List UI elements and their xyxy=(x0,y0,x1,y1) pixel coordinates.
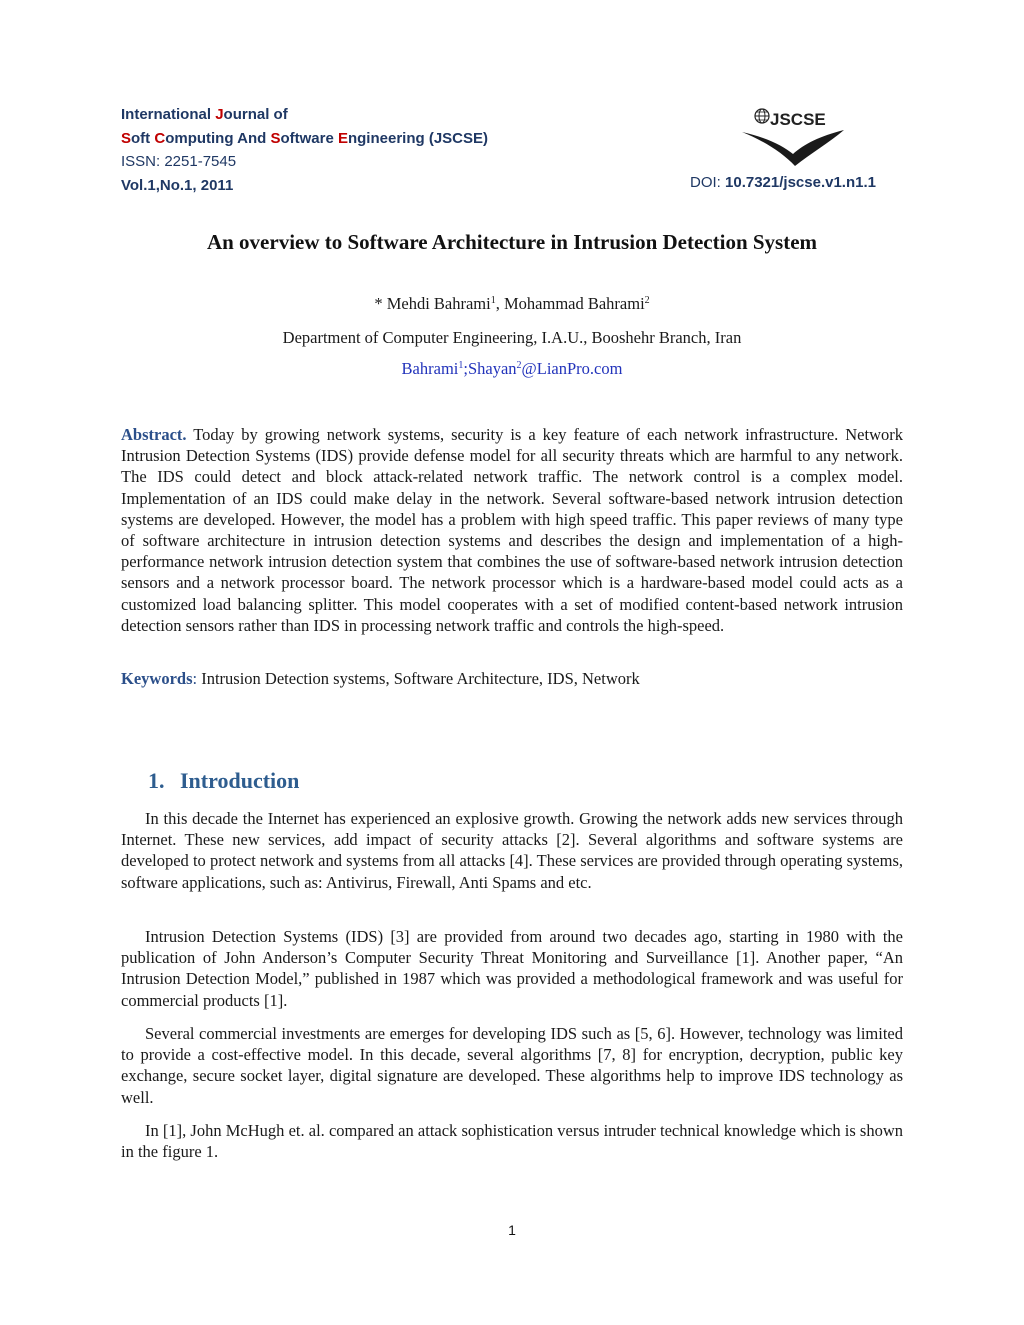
journal-text: omputing And xyxy=(165,129,271,147)
abstract-text: Today by growing network systems, security is a key feature of each network infrastructure. Network Intrusion Detection Systems (IDS) provide defense model for all security threats which are harmful to any network. The IDS could detect and block attack-related network traffic. The network control is a complex model. Implementation of an IDS could make delay in the network. Several software-based network intrusion detection systems are developed. However, the model has a problem with high speed traffic. This paper reviews of many type of software architecture in intrusion detection systems and describes the design and implementation of a high-performance network intrusion detection system that combines the use of software-based network intrusion detection sensors and a network processor board. The network processor which is a hardware-based model could acts as a customized load balancing splitter. This model cooperates with a set of modified content-based network intrusion detection sensors rather than IDS in processing network traffic and controls the high-speed. xyxy=(121,425,903,635)
email-part: ;Shayan xyxy=(463,359,517,378)
keywords-colon: : xyxy=(192,669,198,688)
author-name: , Mohammad Bahrami xyxy=(495,294,645,313)
email-sup: 1 xyxy=(458,360,464,371)
page-number: 1 xyxy=(508,1222,516,1238)
keywords xyxy=(121,669,903,689)
journal-text: International xyxy=(121,106,216,123)
journal-text: ournal of xyxy=(223,106,288,123)
authors xyxy=(0,294,1024,314)
abstract xyxy=(121,424,903,636)
journal-initial: E xyxy=(337,129,348,147)
body-paragraph: Intrusion Detection Systems (IDS) [3] are provided from around two decades ago, starting in 1980 with the publication of John Anderson’s Computer Security Threat Monitoring and Surveillance [1]. Another paper, “An Intrusion Detection Model,” published in 1987 which was provided a methodological framework and was useful for commercial products [1]. xyxy=(121,927,903,1010)
globe-icon xyxy=(755,109,769,123)
journal-issn: ISSN: 2251-7545 xyxy=(121,153,237,170)
logo-text: JSCSE xyxy=(770,110,826,129)
author-name: * Mehdi Bahrami xyxy=(374,294,491,313)
section-title: Introduction xyxy=(180,768,300,793)
email-sup: 2 xyxy=(516,360,522,371)
doi-label: DOI: xyxy=(690,174,726,191)
journal-text: oftware xyxy=(280,129,338,147)
journal-initial: J xyxy=(215,106,224,123)
affiliation: Department of Computer Engineering, I.A.U., Booshehr Branch, Iran xyxy=(282,328,742,347)
journal-initial: S xyxy=(270,129,281,147)
author-sup: 1 xyxy=(490,295,496,306)
keywords-text: Intrusion Detection systems, Software Architecture, IDS, Network xyxy=(197,669,640,688)
section-number: 1. xyxy=(148,768,165,793)
journal-header xyxy=(121,103,488,197)
journal-volume: Vol.1,No.1, 2011 xyxy=(121,176,234,194)
keywords-label: Keywords xyxy=(121,669,193,688)
journal-text: oft xyxy=(131,129,155,147)
email-part: Bahrami xyxy=(401,359,459,378)
email[interactable] xyxy=(0,359,1024,379)
abstract-label: Abstract. xyxy=(121,425,187,444)
journal-text: ngineering (JSCSE) xyxy=(347,129,489,147)
author-sup: 2 xyxy=(644,295,650,306)
doi xyxy=(690,174,876,191)
journal-name-line2 xyxy=(121,127,488,151)
journal-initial: C xyxy=(154,129,166,147)
section-heading xyxy=(148,768,299,794)
body-paragraph: Several commercial investments are emerges for developing IDS such as [5, 6]. However, technology was limited to provide a cost-effective model. In this decade, several algorithms [7, 8] for encryption, decryption, public key exchange, secure socket layer, digital signature are developed. These algorithms help to improve IDS technology as well. xyxy=(121,1024,903,1107)
email-part: @LianPro.com xyxy=(521,359,623,378)
body-paragraph: In [1], John McHugh et. al. compared an attack sophistication versus intruder technical knowledge which is shown in the figure 1. xyxy=(121,1121,903,1162)
body-paragraph: In this decade the Internet has experienced an explosive growth. Growing the network adds new services through Internet. These new services, add impact of security attacks [2]. Several algorithms and software systems are developed to protect network and systems from all attacks [4]. These services are provided through operating systems, software applications, such as: Antivirus, Firewall, Anti Spams and etc. xyxy=(121,809,903,892)
doi-value: 10.7321/jscse.v1.n1.1 xyxy=(725,174,876,191)
journal-logo xyxy=(738,106,848,168)
logo-swoosh xyxy=(742,130,844,166)
journal-name-line1 xyxy=(121,103,488,127)
journal-initial: S xyxy=(121,129,132,147)
paper-title: An overview to Software Architecture in Intrusion Detection System xyxy=(206,230,818,254)
